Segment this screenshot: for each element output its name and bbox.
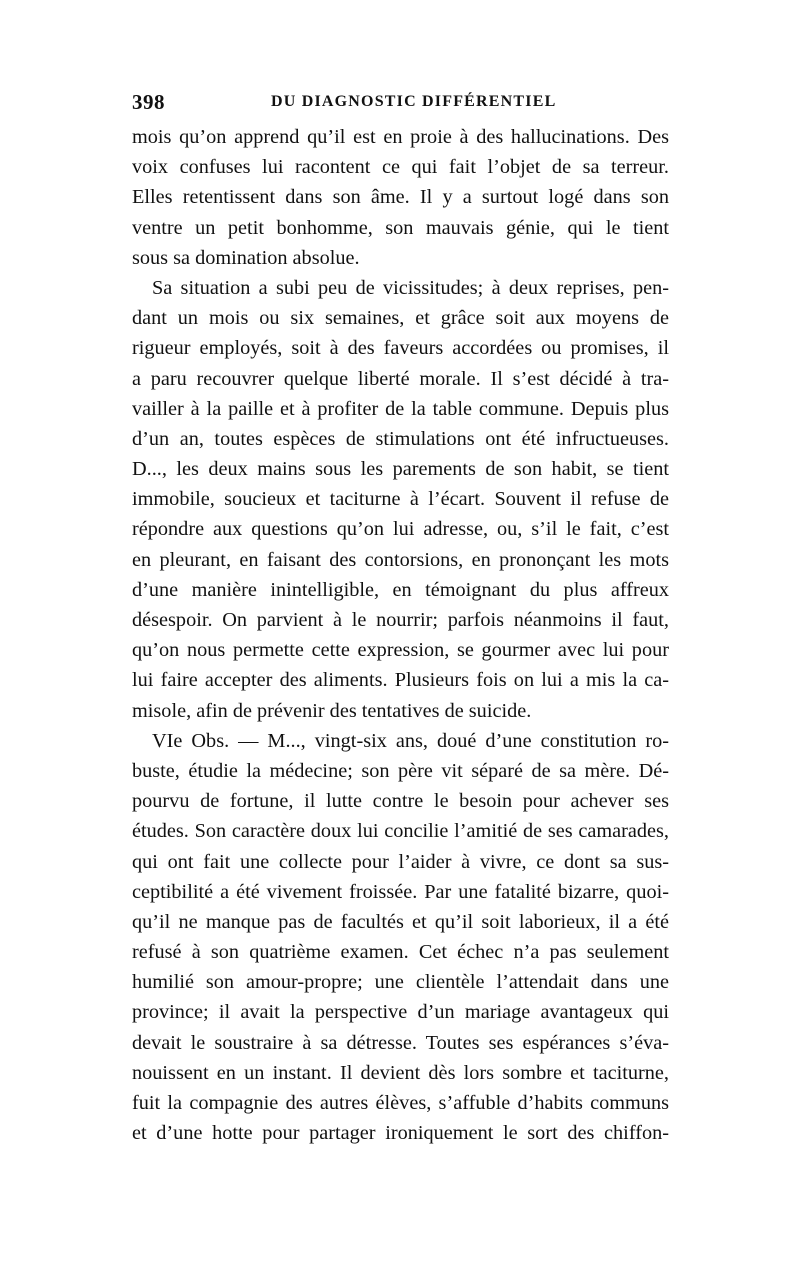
text-line: désespoir. On parvient à le nourrir; parfois néanmoins il faut, [132,609,669,631]
text-line: fuit la compagnie des autres élèves, s’affuble d’habits communs [132,1092,669,1114]
text-line: refusé à son quatrième examen. Cet échec n’a pas seulement [132,941,669,964]
text-line: province; il avait la perspective d’un mariage avantageux qui [132,1001,669,1024]
text-line: qui ont fait une collecte pour l’aider à vivre, ce dont sa sus- [132,850,669,873]
text-line: pourvu de fortune, il lutte contre le besoin pour achever ses [132,790,669,813]
text-line: Elles retentissent dans son âme. Il y a surtout logé dans son [132,186,669,209]
text-line: lui faire accepter des aliments. Plusieurs fois on lui a mis la ca- [132,669,669,692]
text-line: VIe Obs. — M..., vingt-six ans, doué d’une constitution ro- [152,729,669,752]
text-line: sous sa domination absolue. [132,246,360,269]
text-line: voix confuses lui racontent ce qui fait l’objet de sa terreur. [132,156,669,179]
text-line: a paru recouvrer quelque liberté morale. Il s’est décidé à tra- [132,367,669,390]
page-number: 398 [132,90,165,114]
text-line: misole, afin de prévenir des tentatives de suicide. [132,699,532,722]
running-title: DU DIAGNOSTIC DIFFÉRENTIEL [271,93,557,110]
text-line: devait le soustraire à sa détresse. Toutes ses espérances s’éva- [132,1031,669,1054]
text-line: mois qu’on apprend qu’il est en proie à des hallucinations. Des [132,126,669,148]
text-line: d’un an, toutes espèces de stimulations ont été infructueuses. [132,427,669,450]
text-line: qu’il ne manque pas de facultés et qu’il soit laborieux, il a été [132,910,669,933]
body-text [132,122,669,1148]
text-line: nouissent en un instant. Il devient dès lors sombre et taciturne, [132,1061,669,1084]
text-line: buste, étudie la médecine; son père vit séparé de sa mère. Dé- [132,759,669,782]
text-line: ventre un petit bonhomme, son mauvais génie, qui le tient [132,216,669,239]
text-line: en pleurant, en faisant des contorsions, en prononçant les mots [132,548,669,571]
text-line: et d’une hotte pour partager ironiquement le sort des chiffon- [132,1122,669,1145]
text-line: Sa situation a subi peu de vicissitudes; à deux reprises, pen- [152,276,669,299]
text-line: d’une manière inintelligible, en témoignant du plus affreux [132,578,669,601]
text-line: dant un mois ou six semaines, et grâce soit aux moyens de [132,307,669,330]
text-line: ceptibilité a été vivement froissée. Par une fatalité bizarre, quoi- [132,880,669,903]
text-line: D..., les deux mains sous les parements de son habit, se tient [132,458,669,481]
text-line: études. Son caractère doux lui concilie l’amitié de ses camarades, [132,820,669,843]
text-line: humilié son amour-propre; une clientèle l’attendait dans une [132,971,669,994]
text-line: vailler à la paille et à profiter de la table commune. Depuis plus [132,397,669,420]
text-line: immobile, soucieux et taciturne à l’écart. Souvent il refuse de [132,488,669,511]
running-head [132,90,669,120]
text-line: rigueur employés, soit à des faveurs accordées ou promises, il [132,337,669,360]
text-line: répondre aux questions qu’on lui adresse, ou, s’il le fait, c’est [132,518,669,541]
text-line: qu’on nous permette cette expression, se gourmer avec lui pour [132,639,669,662]
